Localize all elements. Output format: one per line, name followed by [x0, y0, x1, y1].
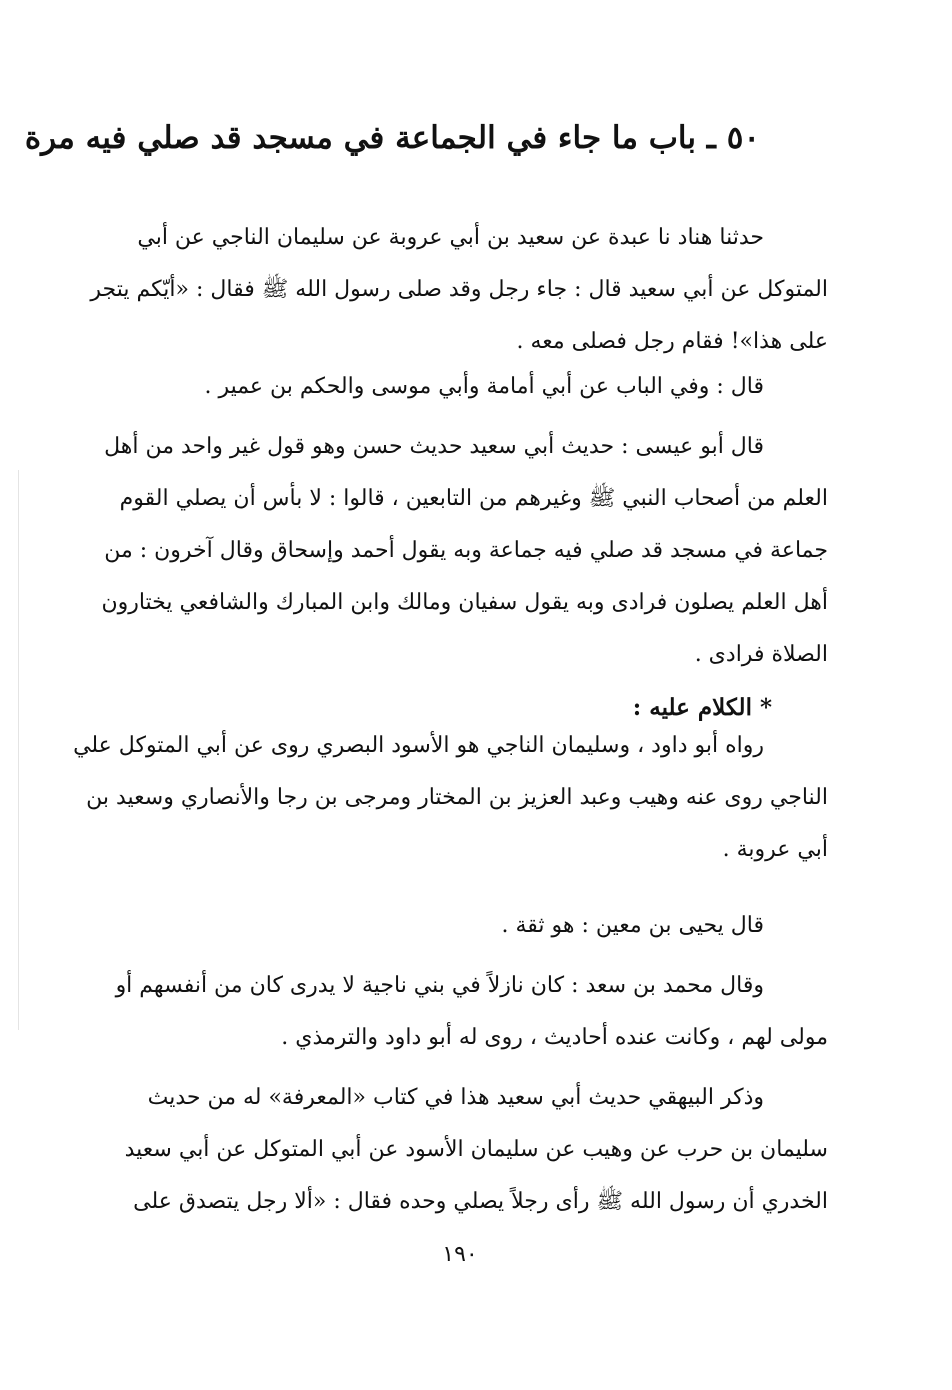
text-line: وقال محمد بن سعد : كان نازلاً في بني ناجية لا يدرى كان من أنفسهم أو [115, 973, 764, 998]
section-heading: * الكلام عليه : [632, 694, 772, 721]
text-line: رواه أبو داود ، وسليمان الناجي هو الأسود البصري روى عن أبي المتوكل علي [73, 733, 764, 758]
text-line: جماعة في مسجد قد صلي فيه جماعة وبه يقول أحمد وإسحاق وقال آخرون : من [104, 538, 828, 563]
text-line: الناجي روى عنه وهيب وعبد العزيز بن المختار ومرجى بن رجا والأنصاري وسعيد بن [86, 785, 828, 810]
chapter-title: ٥٠ ـ باب ما جاء في الجماعة في مسجد قد صلي فيه مرة [24, 120, 760, 156]
text-line: سليمان بن حرب عن وهيب عن سليمان الأسود عن أبي المتوكل عن أبي سعيد [124, 1137, 828, 1162]
paragraph-abu-isa-comment [101, 421, 828, 681]
paragraph-ibn-saad [110, 960, 828, 1064]
paragraph-chapter-note [110, 361, 828, 413]
page-number: ١٩٠ [442, 1242, 478, 1267]
text-line: العلم من أصحاب النبي ﷺ وغيرهم من التابعين ، قالوا : لا بأس أن يصلي القوم [119, 486, 828, 511]
text-line: قال أبو عيسى : حديث أبي سعيد حديث حسن وهو قول غير واحد من أهل [104, 434, 764, 459]
text-line: قال يحيى بن معين : هو ثقة . [501, 913, 764, 938]
paragraph-bayhaqi [110, 1072, 828, 1228]
text-line: أهل العلم يصلون فرادى وبه يقول سفيان ومالك وابن المبارك والشافعي يختارون [101, 590, 828, 615]
paragraph-hadith-text [90, 212, 828, 368]
text-line: وذكر البيهقي حديث أبي سعيد هذا في كتاب «المعرفة» له من حديث [147, 1085, 764, 1110]
text-line: على هذا»! فقام رجل فصلى معه . [516, 329, 828, 354]
paragraph-ibn-main [110, 900, 828, 952]
text-line: قال : وفي الباب عن أبي أمامة وأبي موسى والحكم بن عمير . [204, 374, 764, 399]
scan-edge-line [18, 470, 19, 1030]
text-line: مولى لهم ، وكانت عنده أحاديث ، روى له أبو داود والترمذي . [281, 1025, 828, 1050]
text-line: الصلاة فرادى . [694, 642, 828, 667]
text-line: حدثنا هناد نا عبدة عن سعيد بن أبي عروبة عن سليمان الناجي عن أبي [137, 225, 764, 250]
paragraph-narrators [73, 720, 828, 876]
text-line: أبي عروبة . [722, 837, 828, 862]
text-line: المتوكل عن أبي سعيد قال : جاء رجل وقد صلى رسول الله ﷺ فقال : «أيّكم يتجر [90, 277, 828, 302]
text-line: الخدري أن رسول الله ﷺ رأى رجلاً يصلي وحده فقال : «ألا رجل يتصدق على [133, 1189, 828, 1214]
